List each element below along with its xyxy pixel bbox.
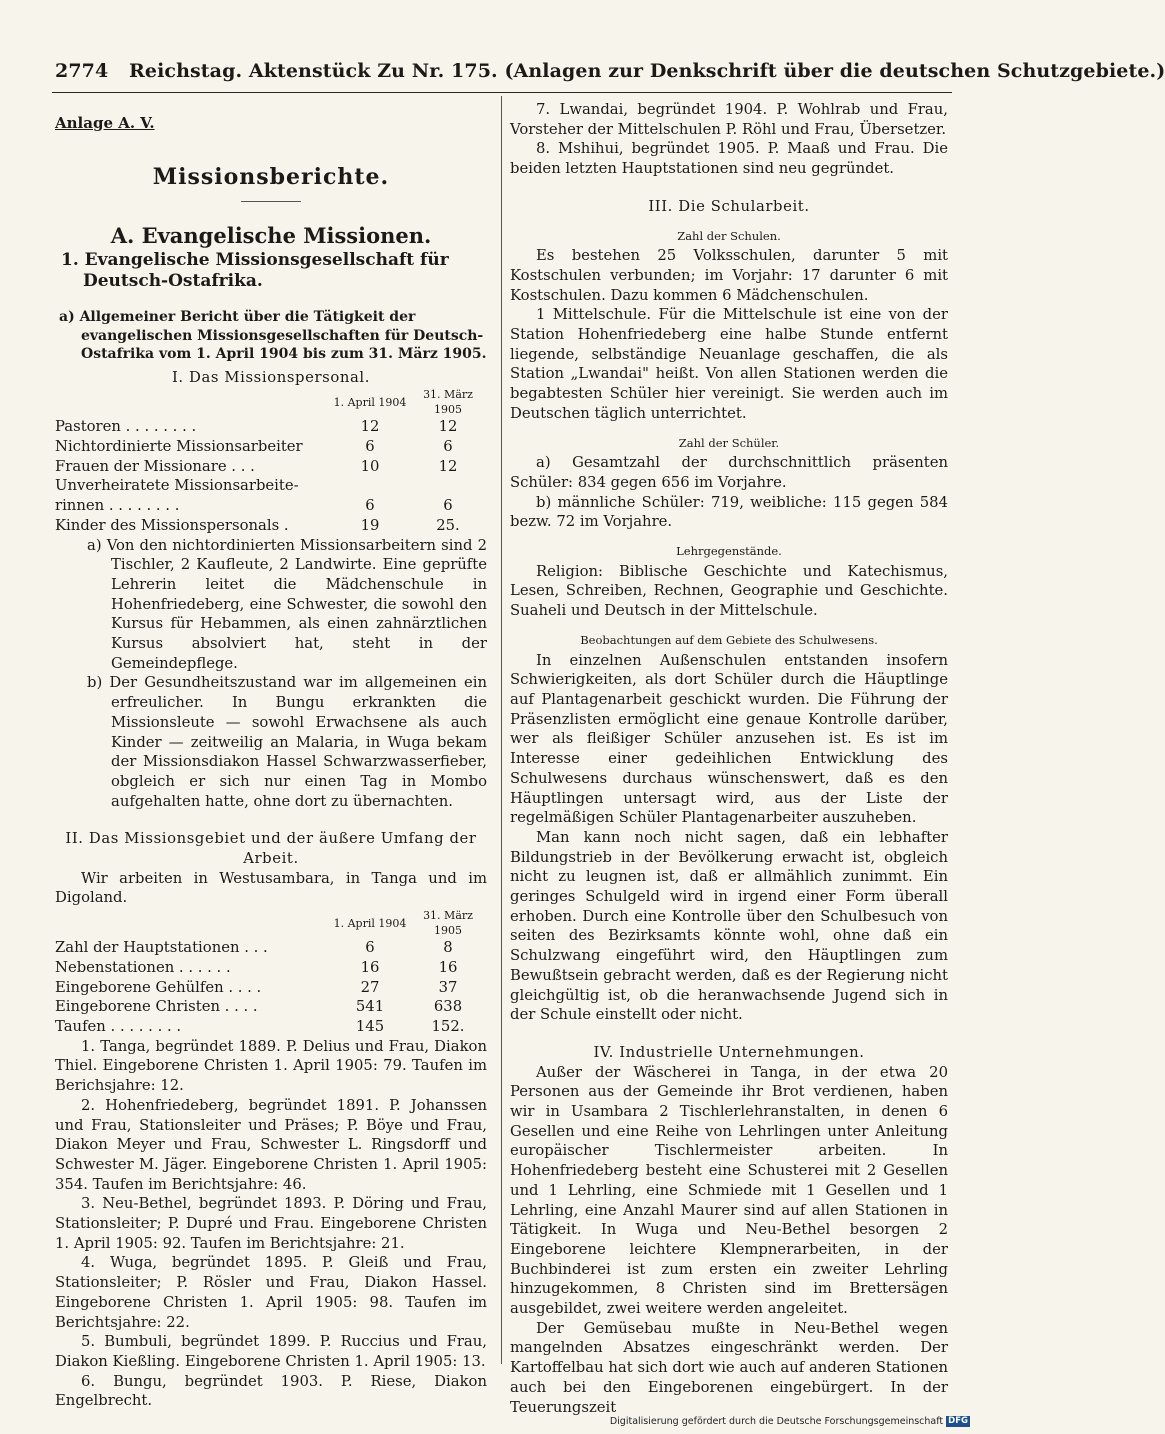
heading-school-work: III. Die Schularbeit. — [648, 197, 810, 215]
station-entry: 6. Bungu, begründet 1903. P. Riese, Diakon Engelbrecht. — [55, 1372, 487, 1410]
station-entry: 8. Mshihui, begründet 1905. P. Maaß und Frau. Die beiden letzten Hauptstationen sind neu gegründet. — [510, 140, 948, 178]
section-a-heading: A. Evangelische Missionen. — [110, 223, 432, 249]
heading-mission-area: II. Das Missionsgebiet und der äußere Umfang der Arbeit. — [65, 830, 477, 868]
note-b: b) Der Gesundheitszustand war im allgemeinen ein erfreulicher. In Bungu erkrankten die Missionsleute — sowohl Erwachsene als auch Kinder — zeitweilig an Malaria, in Wuga bekam der Missionsdiakon Hassel Schwarzwasserfieber, obgleich er sich nur einen Tag in Mombo aufgehalten hatte, ohne dort zu übernachten. — [87, 674, 487, 810]
section-a-sub-heading: a) Allgemeiner Bericht über die Tätigkeit der evangelischen Missionsgesellschaften für Deutsch-Ostafrika vom 1. April 1904 bis zum 31. März 1905. — [59, 309, 487, 363]
paragraph: 1 Mittelschule. Für die Mittelschule ist eine von der Station Hohenfriedeberg eine halbe Stunde entfernt liegende, selbständige Neuanlage geschaffen, die als Station „Lwandai" heißt. Von allen Stationen werden die begabtesten Schüler hier vereinigt. Sie werden auch im Deutschen täglich unterrichtet. — [510, 306, 948, 422]
main-title: Missionsberichte. — [152, 163, 390, 190]
paragraph: Man kann noch nicht sagen, daß ein lebhafter Bildungstrieb in der Bevölkerung erwacht ist, obgleich nicht zu leugnen ist, daß er allmählich zunimmt. Ein geringes Schulgeld wird in irgend einer Form überall erhoben. Durch eine Kontrolle über den Schulbesuch von seiten des Bezirksamts könnte wohl, ohne daß ein Schulzwang eingeführt wird, den Häuptlingen zum Bewußtsein gebracht werden, daß es der Regierung nicht gleichgültig ist, ob die heranwachsende Jugend sich in der Schule einstellt oder nicht. — [510, 828, 948, 1024]
column-header: 31. März 1905 — [423, 909, 473, 938]
column-divider — [501, 96, 502, 1364]
table-row: Pastoren . . . . . . . . 12 12 — [55, 418, 458, 436]
station-entry: 5. Bumbuli, begründet 1899. P. Ruccius und Frau, Diakon Kießling. Eingeborene Christen 1. April 1905: 13. — [55, 1333, 487, 1370]
section-1-heading: 1. Evangelische Missionsgesellschaft für Deutsch-Ostafrika. — [61, 250, 449, 292]
subheading-subjects: Lehrgegenstände. — [676, 544, 782, 559]
page-number: 2774 — [55, 60, 109, 82]
stations-table — [55, 908, 487, 1037]
station-entry: 2. Hohenfriedeberg, begründet 1891. P. Johanssen und Frau, Stationsleiter und Präses; P. Böye und Frau, Diakon Meyer und Frau, Schwester L. Ringsdorff und Schwester M. Jäger. Eingeborene Christen 1. April 1905: 354. Taufen im Berichtsjahre: 46. — [55, 1096, 487, 1193]
header-title: Reichstag. Aktenstück Zu Nr. 175. (Anlagen zur Denkschrift über die deutschen Schutzgebiete.) — [129, 60, 1165, 82]
table-row: Nebenstationen . . . . . . 16 16 — [55, 958, 458, 976]
heading-personnel: I. Das Missionspersonal. — [171, 368, 371, 386]
station-entry: 7. Lwandai, begründet 1904. P. Wohlrab und Frau, Vorsteher der Mittelschulen P. Röhl und Frau, Übersetzer. — [510, 101, 948, 138]
table-row: Nichtordinierte Missionsarbeiter 6 6 — [55, 438, 453, 456]
table-row: Taufen . . . . . . . . 145 152. — [55, 1018, 465, 1035]
column-header: 31. März 1905 — [423, 388, 473, 417]
column-header: 1. April 1904 — [333, 916, 407, 930]
running-header — [55, 60, 1165, 82]
paragraph: Der Gemüsebau mußte in Neu-Bethel wegen mangelnden Absatzes eingeschränkt werden. Der Kartoffelbau hat sich dort wie auch auf anderen Stationen auch bei den Eingeborenen eingebürgert. In der Teuerungszeit — [510, 1319, 948, 1416]
table-row: Unverheiratete Missionsarbeite- — [55, 477, 299, 495]
heading-industrial: IV. Industrielle Unternehmungen. — [593, 1043, 865, 1061]
table-row: Eingeborene Christen . . . . 541 638 — [55, 998, 463, 1016]
station-entry: 4. Wuga, begründet 1895. P. Gleiß und Frau, Stationsleiter; P. Rösler und Frau, Diakon Hassel. Eingeborene Christen 1. April 1905: 98. Taufen im Berichtsjahre: 22. — [55, 1254, 487, 1331]
paragraph: Außer der Wäscherei in Tanga, in der etwa 20 Personen aus der Gemeinde ihr Brot verdienen, haben wir in Usambara 2 Tischlerlehranstalten, in denen 6 Gesellen und eine Reihe von Lehrlingen unter Anleitung europäischer Tischlermeister arbeiten. In Hohenfriedeberg besteht eine Schusterei mit 2 Gesellen und 1 Lehrling, eine Schmiede mit 1 Gesellen und 1 Lehrling, eine Anzahl Maurer sind auf allen Stationen in Tätigkeit. In Wuga und Neu-Bethel besorgen 2 Eingeborene leichtere Klempnerarbeiten, in der Buchbinderei ist zum ersten ein zweiter Lehrling hinzugekommen, 8 Christen sind im Brettersägen ausgebildet, zwei weitere werden angeleitet. — [510, 1063, 948, 1318]
column-header: 1. April 1904 — [333, 395, 407, 409]
anlage-label: Anlage A. V. — [55, 114, 155, 132]
digitization-credit — [610, 1416, 970, 1427]
left-column — [55, 100, 487, 1411]
paragraph: b) männliche Schüler: 719, weibliche: 115 gegen 584 bezw. 72 im Vorjahre. — [510, 493, 948, 531]
personnel-table — [55, 387, 487, 535]
paragraph: In einzelnen Außenschulen entstanden insofern Schwierigkeiten, als dort Schüler durch die Häuptlinge auf Plantagenarbeit geschickt wurden. Die Führung der Präsenzlisten ermöglicht eine genaue Kontrolle darüber, wer als fleißiger Schüler anzusehen ist. Es ist im Interesse einer gedeihlichen Entwicklung des Schulwesens durchaus wünschenswert, daß es den Häuptlingen untersagt wird, aus der Liste der regelmäßigen Schüler Plantagenarbeiter auszuheben. — [510, 651, 948, 827]
dfg-logo: DFG — [948, 1416, 968, 1426]
paragraph: a) Gesamtzahl der durchschnittlich präsenten Schüler: 834 gegen 656 im Vorjahre. — [510, 454, 948, 491]
paragraph: Es bestehen 25 Volksschulen, darunter 5 mit Kostschulen verbunden; im Vorjahr: 17 darunter 6 mit Kostschulen. Dazu kommen 6 Mädchenschulen. — [510, 247, 948, 304]
table-row: rinnen . . . . . . . . 6 6 — [55, 497, 453, 515]
table-row: Eingeborene Gehülfen . . . . 27 37 — [55, 978, 458, 996]
header-rule — [52, 92, 952, 93]
station-entry: 3. Neu-Bethel, begründet 1893. P. Döring und Frau, Stationsleiter; P. Dupré und Frau. Eingeborene Christen 1. April 1905: 92. Taufen im Berichtsjahre: 21. — [55, 1195, 487, 1252]
table-row: Kinder des Missionspersonals . 19 25. — [55, 516, 460, 534]
paragraph: Religion: Biblische Geschichte und Katechismus, Lesen, Schreiben, Rechnen, Geographie und Geschichte. Suaheli und Deutsch in der Mittelschule. — [510, 562, 948, 620]
subheading-observations: Beobachtungen auf dem Gebiete des Schulwesens. — [580, 632, 878, 647]
note-a: a) Von den nichtordinierten Missionsarbeitern sind 2 Tischler, 2 Kaufleute, 2 Landwirte. Eine geprüfte Lehrerin leitet die Mädchenschule in Hohenfriedeberg, eine Schwester, die sowohl den Kursus für Hebammen, als einen zahnärztlichen Kursus absolviert hat, steht in der Gemeindepflege. — [87, 536, 487, 672]
right-column — [510, 100, 948, 1417]
table-row: Zahl der Hauptstationen . . . 6 8 — [55, 939, 453, 957]
subheading-pupils: Zahl der Schüler. — [678, 435, 780, 450]
station-entry: 1. Tanga, begründet 1889. P. Delius und Frau, Diakon Thiel. Eingeborene Christen 1. April 1905: 79. Taufen im Berichsjahre: 12. — [55, 1037, 487, 1095]
intro-paragraph: Wir arbeiten in Westusambara, in Tanga und im Digoland. — [55, 869, 487, 907]
title-rule — [241, 201, 301, 202]
table-row: Frauen der Missionare . . . 10 12 — [55, 457, 458, 475]
credit-text: Digitalisierung gefördert durch die Deutsche Forschungsgemeinschaft — [609, 1416, 944, 1427]
subheading-schools: Zahl der Schulen. — [677, 228, 781, 243]
